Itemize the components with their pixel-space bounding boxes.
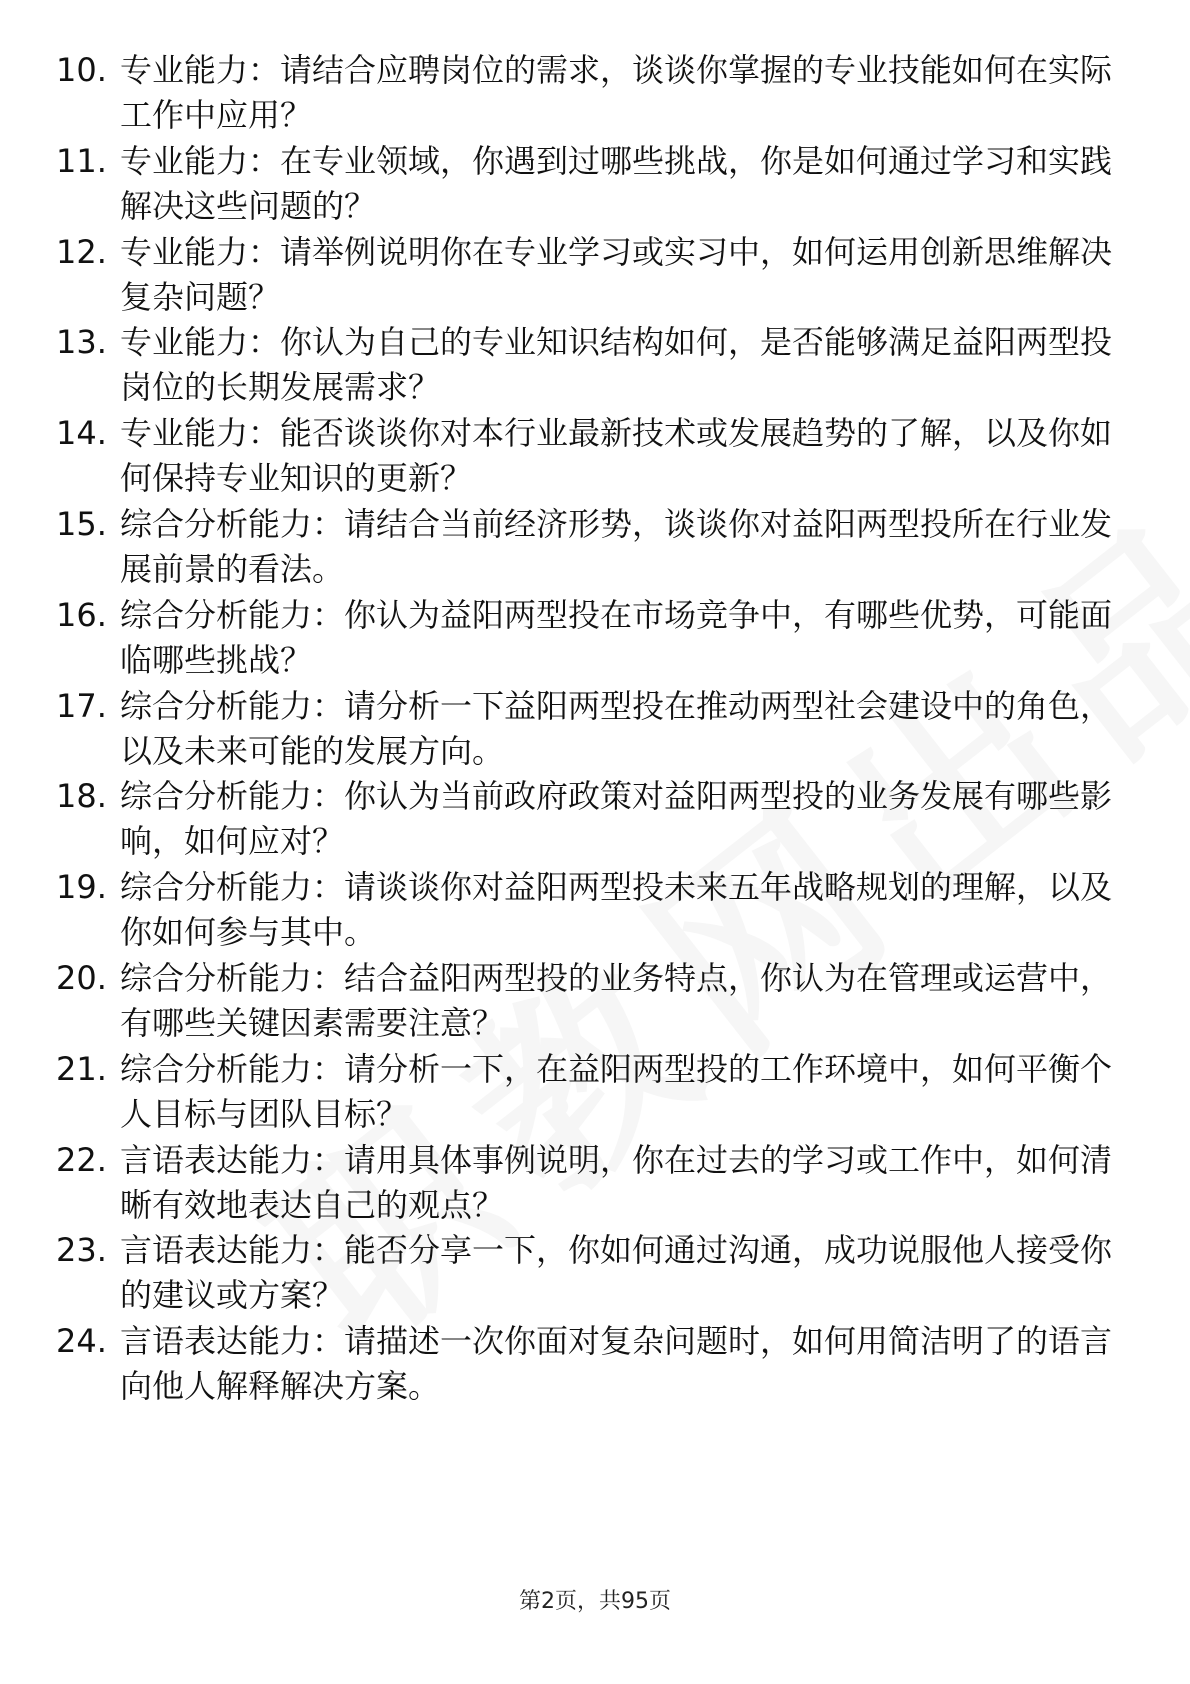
question-text: 言语表达能力：请用具体事例说明，你在过去的学习或工作中，如何清晰有效地表达自己的观点？: [120, 1140, 1113, 1224]
question-text: 综合分析能力：请结合当前经济形势，谈谈你对益阳两型投所在行业发展前景的看法。: [120, 504, 1113, 588]
question-text: 综合分析能力：你认为益阳两型投在市场竞争中，有哪些优势，可能面临哪些挑战？: [120, 595, 1113, 679]
question-item: [56, 684, 1136, 775]
question-text: 言语表达能力：能否分享一下，你如何通过沟通，成功说服他人接受你的建议或方案？: [120, 1231, 1113, 1315]
question-item: [56, 320, 1136, 411]
question-item: [56, 230, 1136, 321]
question-number: 15.: [56, 504, 107, 543]
question-number: 12.: [56, 232, 107, 271]
question-list: [56, 48, 1136, 1410]
question-number: 23.: [56, 1231, 107, 1270]
question-text: 专业能力：在专业领域，你遇到过哪些挑战，你是如何通过学习和实践解决这些问题的？: [120, 141, 1113, 225]
question-text: 综合分析能力：结合益阳两型投的业务特点，你认为在管理或运营中，有哪些关键因素需要注意？: [120, 958, 1113, 1042]
question-number: 22.: [56, 1140, 107, 1179]
question-number: 20.: [56, 958, 107, 997]
question-number: 17.: [56, 686, 107, 725]
question-number: 24.: [56, 1322, 107, 1361]
question-number: 13.: [56, 323, 107, 362]
question-item: [56, 593, 1136, 684]
question-item: [56, 1138, 1136, 1229]
question-number: 14.: [56, 414, 107, 453]
question-number: 21.: [56, 1049, 107, 1088]
question-number: 18.: [56, 777, 107, 816]
question-item: [56, 774, 1136, 865]
question-item: [56, 1319, 1136, 1410]
question-number: 11.: [56, 141, 107, 180]
question-text: 专业能力：你认为自己的专业知识结构如何，是否能够满足益阳两型投岗位的长期发展需求？: [120, 323, 1113, 407]
question-text: 专业能力：能否谈谈你对本行业最新技术或发展趋势的了解，以及你如何保持专业知识的更新？: [120, 414, 1113, 498]
question-text: 言语表达能力：请描述一次你面对复杂问题时，如何用简洁明了的语言向他人解释解决方案。: [120, 1322, 1113, 1406]
page-number: 第2页，共95页: [519, 1589, 671, 1614]
question-text: 综合分析能力：你认为当前政府政策对益阳两型投的业务发展有哪些影响，如何应对？: [120, 777, 1113, 861]
question-text: 综合分析能力：请分析一下益阳两型投在推动两型社会建设中的角色，以及未来可能的发展方向。: [120, 686, 1113, 770]
question-item: [56, 1228, 1136, 1319]
question-item: [56, 411, 1136, 502]
question-text: 综合分析能力：请分析一下，在益阳两型投的工作环境中，如何平衡个人目标与团队目标？: [120, 1049, 1113, 1133]
question-text: 专业能力：请结合应聘岗位的需求，谈谈你掌握的专业技能如何在实际工作中应用？: [120, 51, 1113, 134]
question-number: 10.: [56, 51, 107, 89]
question-item: [56, 865, 1136, 956]
question-item: [56, 502, 1136, 593]
question-item: [56, 1047, 1136, 1138]
question-text: 专业能力：请举例说明你在专业学习或实习中，如何运用创新思维解决复杂问题？: [120, 232, 1113, 316]
question-number: 19.: [56, 868, 107, 907]
question-item: [56, 48, 1136, 139]
question-number: 16.: [56, 595, 107, 634]
question-text: 综合分析能力：请谈谈你对益阳两型投未来五年战略规划的理解，以及你如何参与其中。: [120, 868, 1113, 952]
question-item: [56, 139, 1136, 230]
question-item: [56, 956, 1136, 1047]
